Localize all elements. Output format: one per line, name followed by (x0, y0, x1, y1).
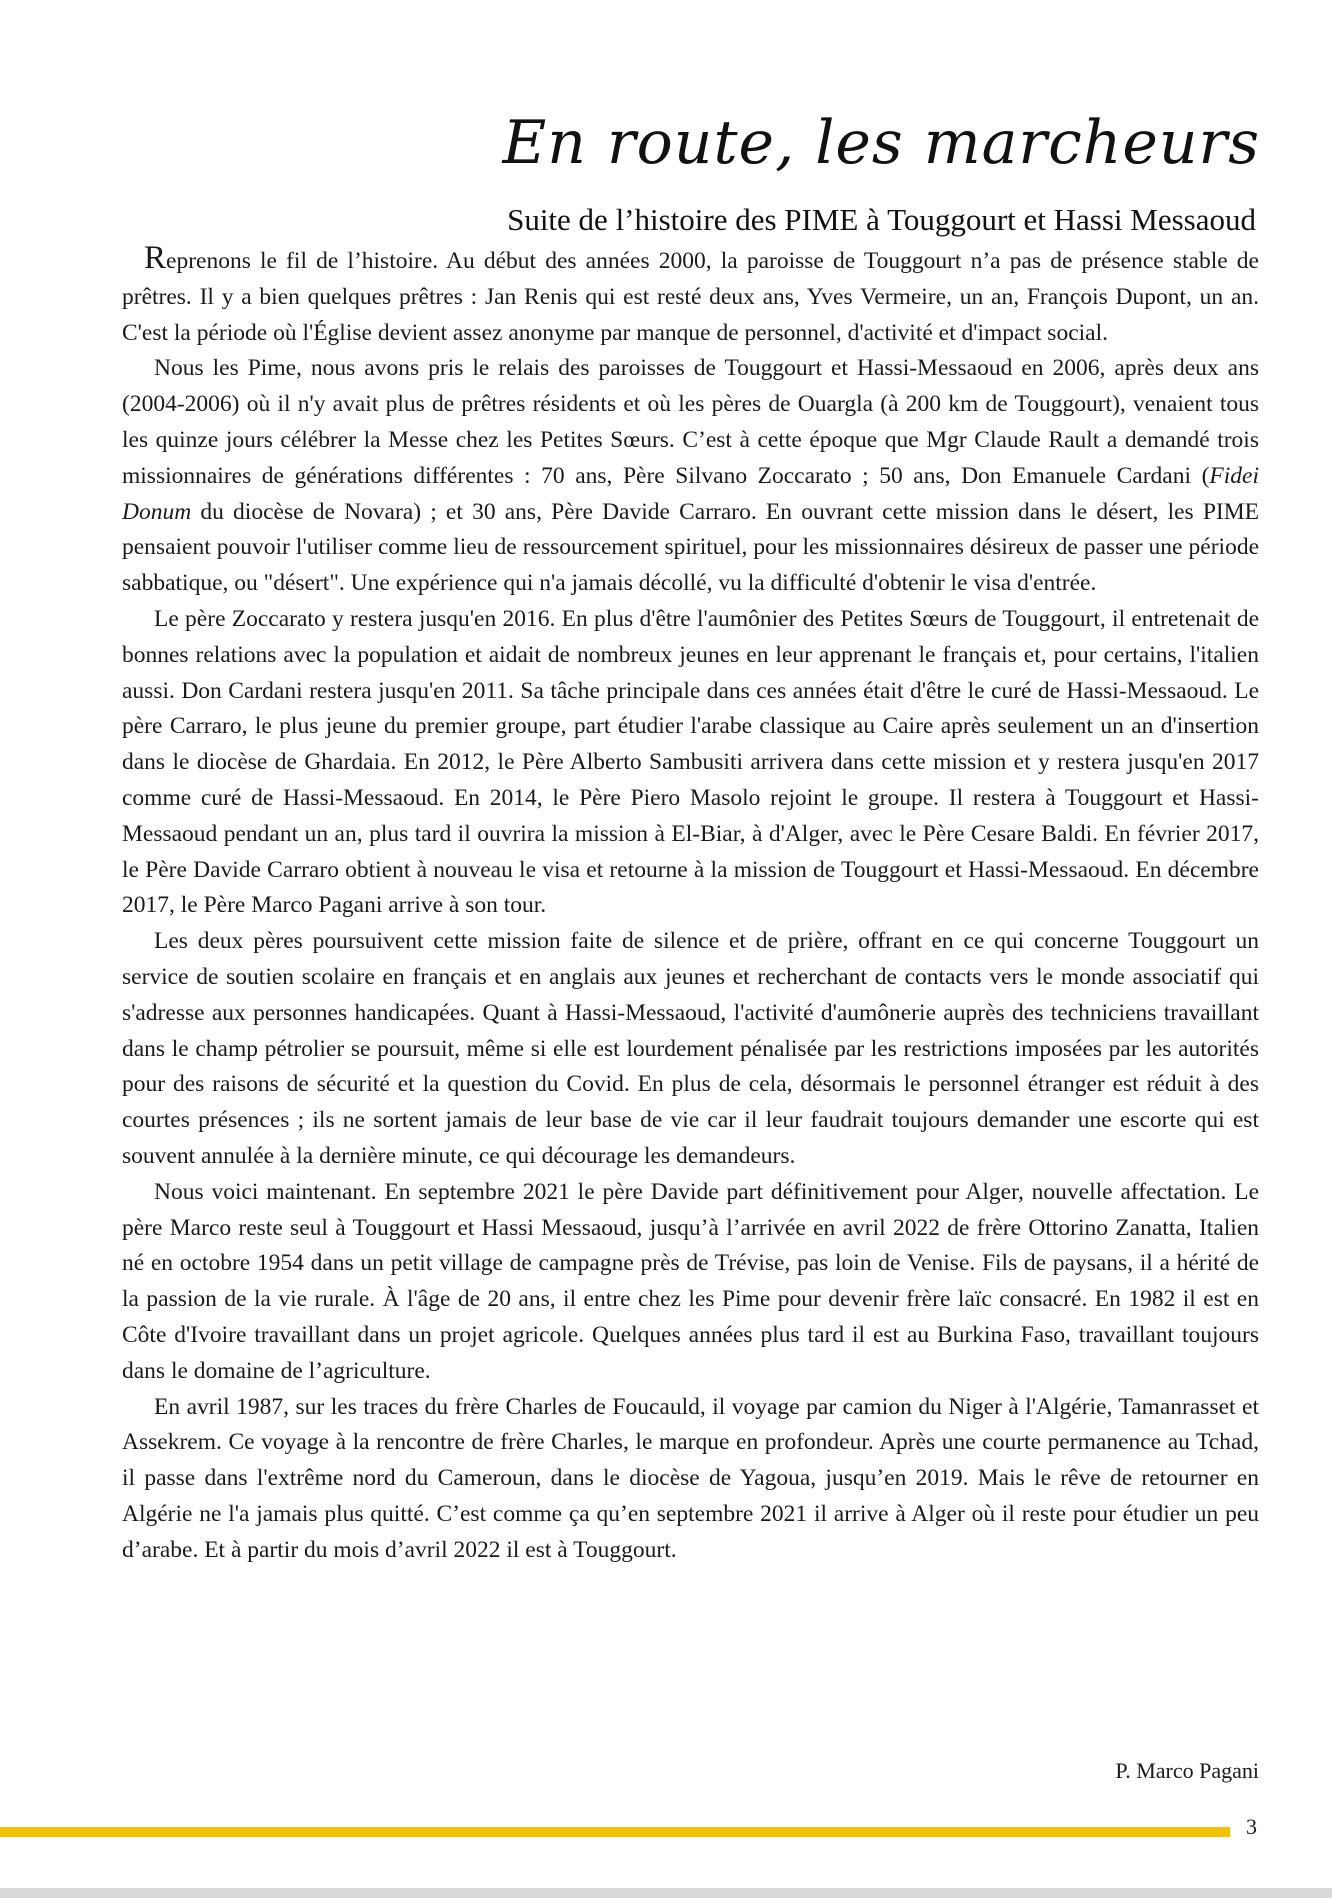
paragraph-5: Nous voici maintenant. En septembre 2021 le père Davide part définitivement pour Alger, nouvelle affectation. Le père Marco reste seul à Touggourt et Hassi Messaoud, jusqu’à l’arrivée en avril 2022 de frère Ottorino Zanatta, Italien né en octobre 1954 dans un petit village de campagne près de Trévise, pas loin de Venise. Fils de paysans, il a hérité de la passion de la vie rurale. À l'âge de 20 ans, il entre chez les Pime pour devenir frère laïc consacré. En 1982 il est en Côte d'Ivoire travaillant dans un projet agricole. Quelques années plus tard il est au Burkina Faso, travaillant toujours dans le domaine de l’agriculture. (122, 1178, 1259, 1384)
paragraph-2-text-a: Nous les Pime, nous avons pris le relais des paroisses de Touggourt et Hassi-Messaoud en 2006, après deux ans (2004-2006) où il n'y avait plus de prêtres résidents et où les pères de Ouargla (à 200 km de Touggourt), venaient tous les quinze jours célébrer la Messe chez les Petites Sœurs. C’est à cette époque que Mgr Claude Rault a demandé trois missionnaires de générations différentes : 70 ans, Père Silvano Zoccarato ; 50 ans, Don Emanuele Cardani ( (122, 355, 1259, 489)
paragraph-3: Le père Zoccarato y restera jusqu'en 2016. En plus d'être l'aumônier des Petites Sœurs de Touggourt, il entretenait de bonnes relations avec la population et aidait de nombreux jeunes en leur apprenant le français et, pour certains, l'italien aussi. Don Cardani restera jusqu'en 2011. Sa tâche principale dans ces années était d'être le curé de Hassi-Messaoud. Le père Carraro, le plus jeune du premier groupe, part étudier l'arabe classique au Caire après seulement un an d'insertion dans le diocèse de Ghardaia. En 2012, le Père Alberto Sambusiti arrivera dans cette mission et y restera jusqu'en 2017 comme curé de Hassi-Messaoud. En 2014, le Père Piero Masolo rejoint le groupe. Il restera à Touggourt et Hassi-Messaoud pendant un an, plus tard il ouvrira la mission à El-Biar, à d'Alger, avec le Père Cesare Baldi. En février 2017, le Père Davide Carraro obtient à nouveau le visa et retourne à la mission de Touggourt et Hassi-Messaoud. En décembre 2017, le Père Marco Pagani arrive à son tour. (122, 605, 1259, 919)
bottom-edge-strip (0, 1888, 1332, 1898)
fidei-donum-italic: Fidei Donum (122, 462, 1259, 525)
article-body (122, 240, 1259, 1568)
drop-cap: R (144, 240, 167, 276)
paragraph-2 (122, 351, 1259, 602)
author-signature: P. Marco Pagani (1115, 1758, 1259, 1783)
paragraph-1-text: eprenons le fil de l’histoire. Au début des années 2000, la paroisse de Touggourt n’a pas de présence stable de prêtres. Il y a bien quelques prêtres : Jan Renis qui est resté deux ans, Yves Vermeire, un an, François Dupont, un an. C'est la période où l'Église devient assez anonyme par manque de personnel, d'activité et d'impact social. (122, 248, 1259, 346)
paragraph-6: En avril 1987, sur les traces du frère Charles de Foucauld, il voyage par camion du Niger à l'Algérie, Tamanrasset et Assekrem. Ce voyage à la rencontre de frère Charles, le marque en profondeur. Après une courte permanence au Tchad, il passe dans l'extrême nord du Cameroun, dans le diocèse de Yagoua, jusqu’en 2019. Mais le rêve de retourner en Algérie ne l'a jamais plus quitté. C’est comme ça qu’en septembre 2021 il arrive à Alger où il reste pour étudier un peu d’arabe. Et à partir du mois d’avril 2022 il est à Touggourt. (122, 1393, 1259, 1563)
footer-rule (0, 1827, 1230, 1837)
paragraph-2-text-b: du diocèse de Novara) ; et 30 ans, Père Davide Carraro. En ouvrant cette mission dans le désert, les PIME pensaient pouvoir l'utiliser comme lieu de ressourcement spirituel, pour les missionnaires désireux de passer une période sabbatique, ou "désert". Une expérience qui n'a jamais décollé, vu la difficulté d'obtenir le visa d'entrée. (122, 498, 1259, 597)
paragraph-1 (122, 240, 1259, 351)
article-subtitle: Suite de l’histoire des PIME à Touggourt et Hassi Messaoud (507, 202, 1256, 237)
page-number: 3 (1246, 1814, 1257, 1839)
article-title: En route, les marcheurs (502, 108, 1260, 178)
paragraph-4: Les deux pères poursuivent cette mission faite de silence et de prière, offrant en ce qui concerne Touggourt un service de soutien scolaire en français et en anglais aux jeunes et recherchant de contacts vers le monde associatif qui s'adresse aux personnes handicapées. Quant à Hassi-Messaoud, l'activité d'aumônerie auprès des techniciens travaillant dans le champ pétrolier se poursuit, même si elle est lourdement pénalisée par les restrictions imposées par les autorités pour des raisons de sécurité et la question du Covid. En plus de cela, désormais le personnel étranger est réduit à des courtes présences ; ils ne sortent jamais de leur base de vie car il leur faudrait toujours demander une escorte qui est souvent annulée à la dernière minute, ce qui décourage les demandeurs. (122, 928, 1259, 1169)
